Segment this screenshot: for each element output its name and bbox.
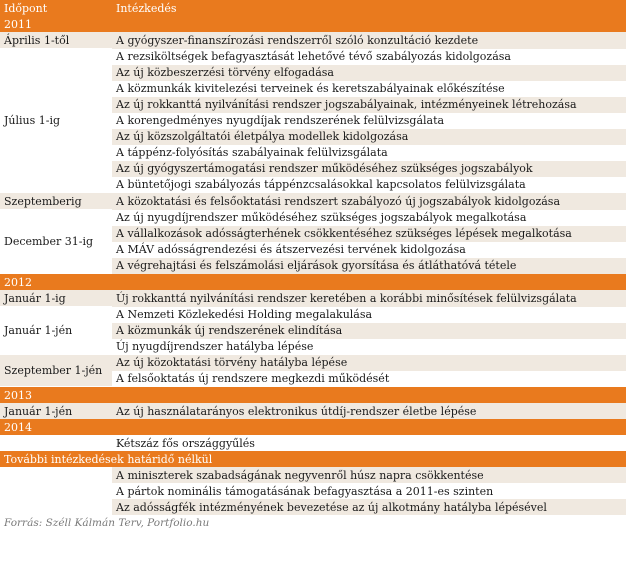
row-measure: Az adósságfék intézményének bevezetése az új alkotmány hatályba lépésével <box>112 499 626 515</box>
header-measure: Intézkedés <box>112 0 626 16</box>
section-no-deadline-label: További intézkedések határidő nélkül <box>0 451 626 467</box>
table-row <box>0 193 626 210</box>
section-2012-label: 2012 <box>0 274 112 291</box>
row-measure: Az új használatarányos elektronikus útdíj-rendszer életbe lépése <box>112 403 626 419</box>
section-2014-label: 2014 <box>0 419 112 435</box>
row-measure: A közmunkák új rendszerének elindítása <box>112 323 626 339</box>
section-no-deadline <box>0 451 626 467</box>
section-2013 <box>0 387 626 404</box>
table-row <box>0 467 626 483</box>
row-measure: Az új nyugdíjrendszer működéséhez szükséges jogszabályok megalkotása <box>112 210 626 226</box>
row-date: Január 1-jén <box>0 307 112 355</box>
table-row <box>0 32 626 49</box>
section-2012 <box>0 274 626 291</box>
row-measure: Az új közszolgáltatói életpálya modellek kidolgozása <box>112 129 626 145</box>
header-date: Időpont <box>0 0 112 16</box>
row-measure: Az új rokkanttá nyilvánítási rendszer jogszabályainak, intézményeinek létrehozása <box>112 97 626 113</box>
row-date: Január 1-ig <box>0 290 112 307</box>
section-2013-label: 2013 <box>0 387 112 404</box>
row-measure: Új rokkanttá nyilvánítási rendszer keretében a korábbi minősítések felülvizsgálata <box>112 290 626 307</box>
row-date: Július 1-ig <box>0 49 112 193</box>
row-measure: A pártok nominális támogatásának befagyasztása a 2011-es szinten <box>112 483 626 499</box>
table-row <box>0 49 626 65</box>
table-header <box>0 0 626 16</box>
row-date: Április 1-től <box>0 32 112 49</box>
row-measure: A táppénz-folyósítás szabályainak felülvizsgálata <box>112 145 626 161</box>
table-row <box>0 403 626 419</box>
row-measure: A közoktatási és felsőoktatási rendszert szabályozó új jogszabályok kidolgozása <box>112 193 626 210</box>
row-measure: A gyógyszer-finanszírozási rendszerről szóló konzultáció kezdete <box>112 32 626 49</box>
row-measure: A végrehajtási és felszámolási eljárások gyorsítása és átláthatóvá tétele <box>112 258 626 274</box>
table-row <box>0 210 626 226</box>
row-measure: A Nemzeti Közlekedési Holding megalakulása <box>112 307 626 323</box>
row-measure: A rezsiköltségek befagyasztását lehetővé tévő szabályozás kidolgozása <box>112 49 626 65</box>
row-measure: Az új közbeszerzési törvény elfogadása <box>112 65 626 81</box>
table-row <box>0 290 626 307</box>
source-note: Forrás: Széll Kálmán Terv, Portfolio.hu <box>4 517 210 529</box>
row-date: Szeptember 1-jén <box>0 355 112 387</box>
row-date: Szeptemberig <box>0 193 112 210</box>
section-2014 <box>0 419 626 435</box>
row-measure: A büntetőjogi szabályozás táppénzcsalásokkal kapcsolatos felülvizsgálata <box>112 177 626 193</box>
table-row <box>0 435 626 451</box>
row-measure: A miniszterek szabadságának negyvenről húsz napra csökkentése <box>112 467 626 483</box>
row-measure: Kétszáz fős országgyűlés <box>112 435 626 451</box>
table-row <box>0 355 626 371</box>
row-measure: A korengedményes nyugdíjak rendszerének felülvizsgálata <box>112 113 626 129</box>
row-measure: A vállalkozások adósságterhének csökkentéséhez szükséges lépések megalkotása <box>112 226 626 242</box>
row-date: Január 1-jén <box>0 403 112 419</box>
row-measure: Új nyugdíjrendszer hatályba lépése <box>112 339 626 355</box>
row-measure: A közmunkák kivitelezési terveinek és keretszabályainak előkészítése <box>112 81 626 97</box>
row-measure: A MÁV adósságrendezési és átszervezési tervének kidolgozása <box>112 242 626 258</box>
row-measure: A felsőoktatás új rendszere megkezdi működését <box>112 371 626 387</box>
row-date: December 31-ig <box>0 210 112 274</box>
table-row <box>0 307 626 323</box>
section-2011 <box>0 16 626 32</box>
section-2011-label: 2011 <box>0 16 112 32</box>
row-measure: Az új közoktatási törvény hatályba lépése <box>112 355 626 371</box>
row-measure: Az új gyógyszertámogatási rendszer működéséhez szükséges jogszabályok <box>112 161 626 177</box>
